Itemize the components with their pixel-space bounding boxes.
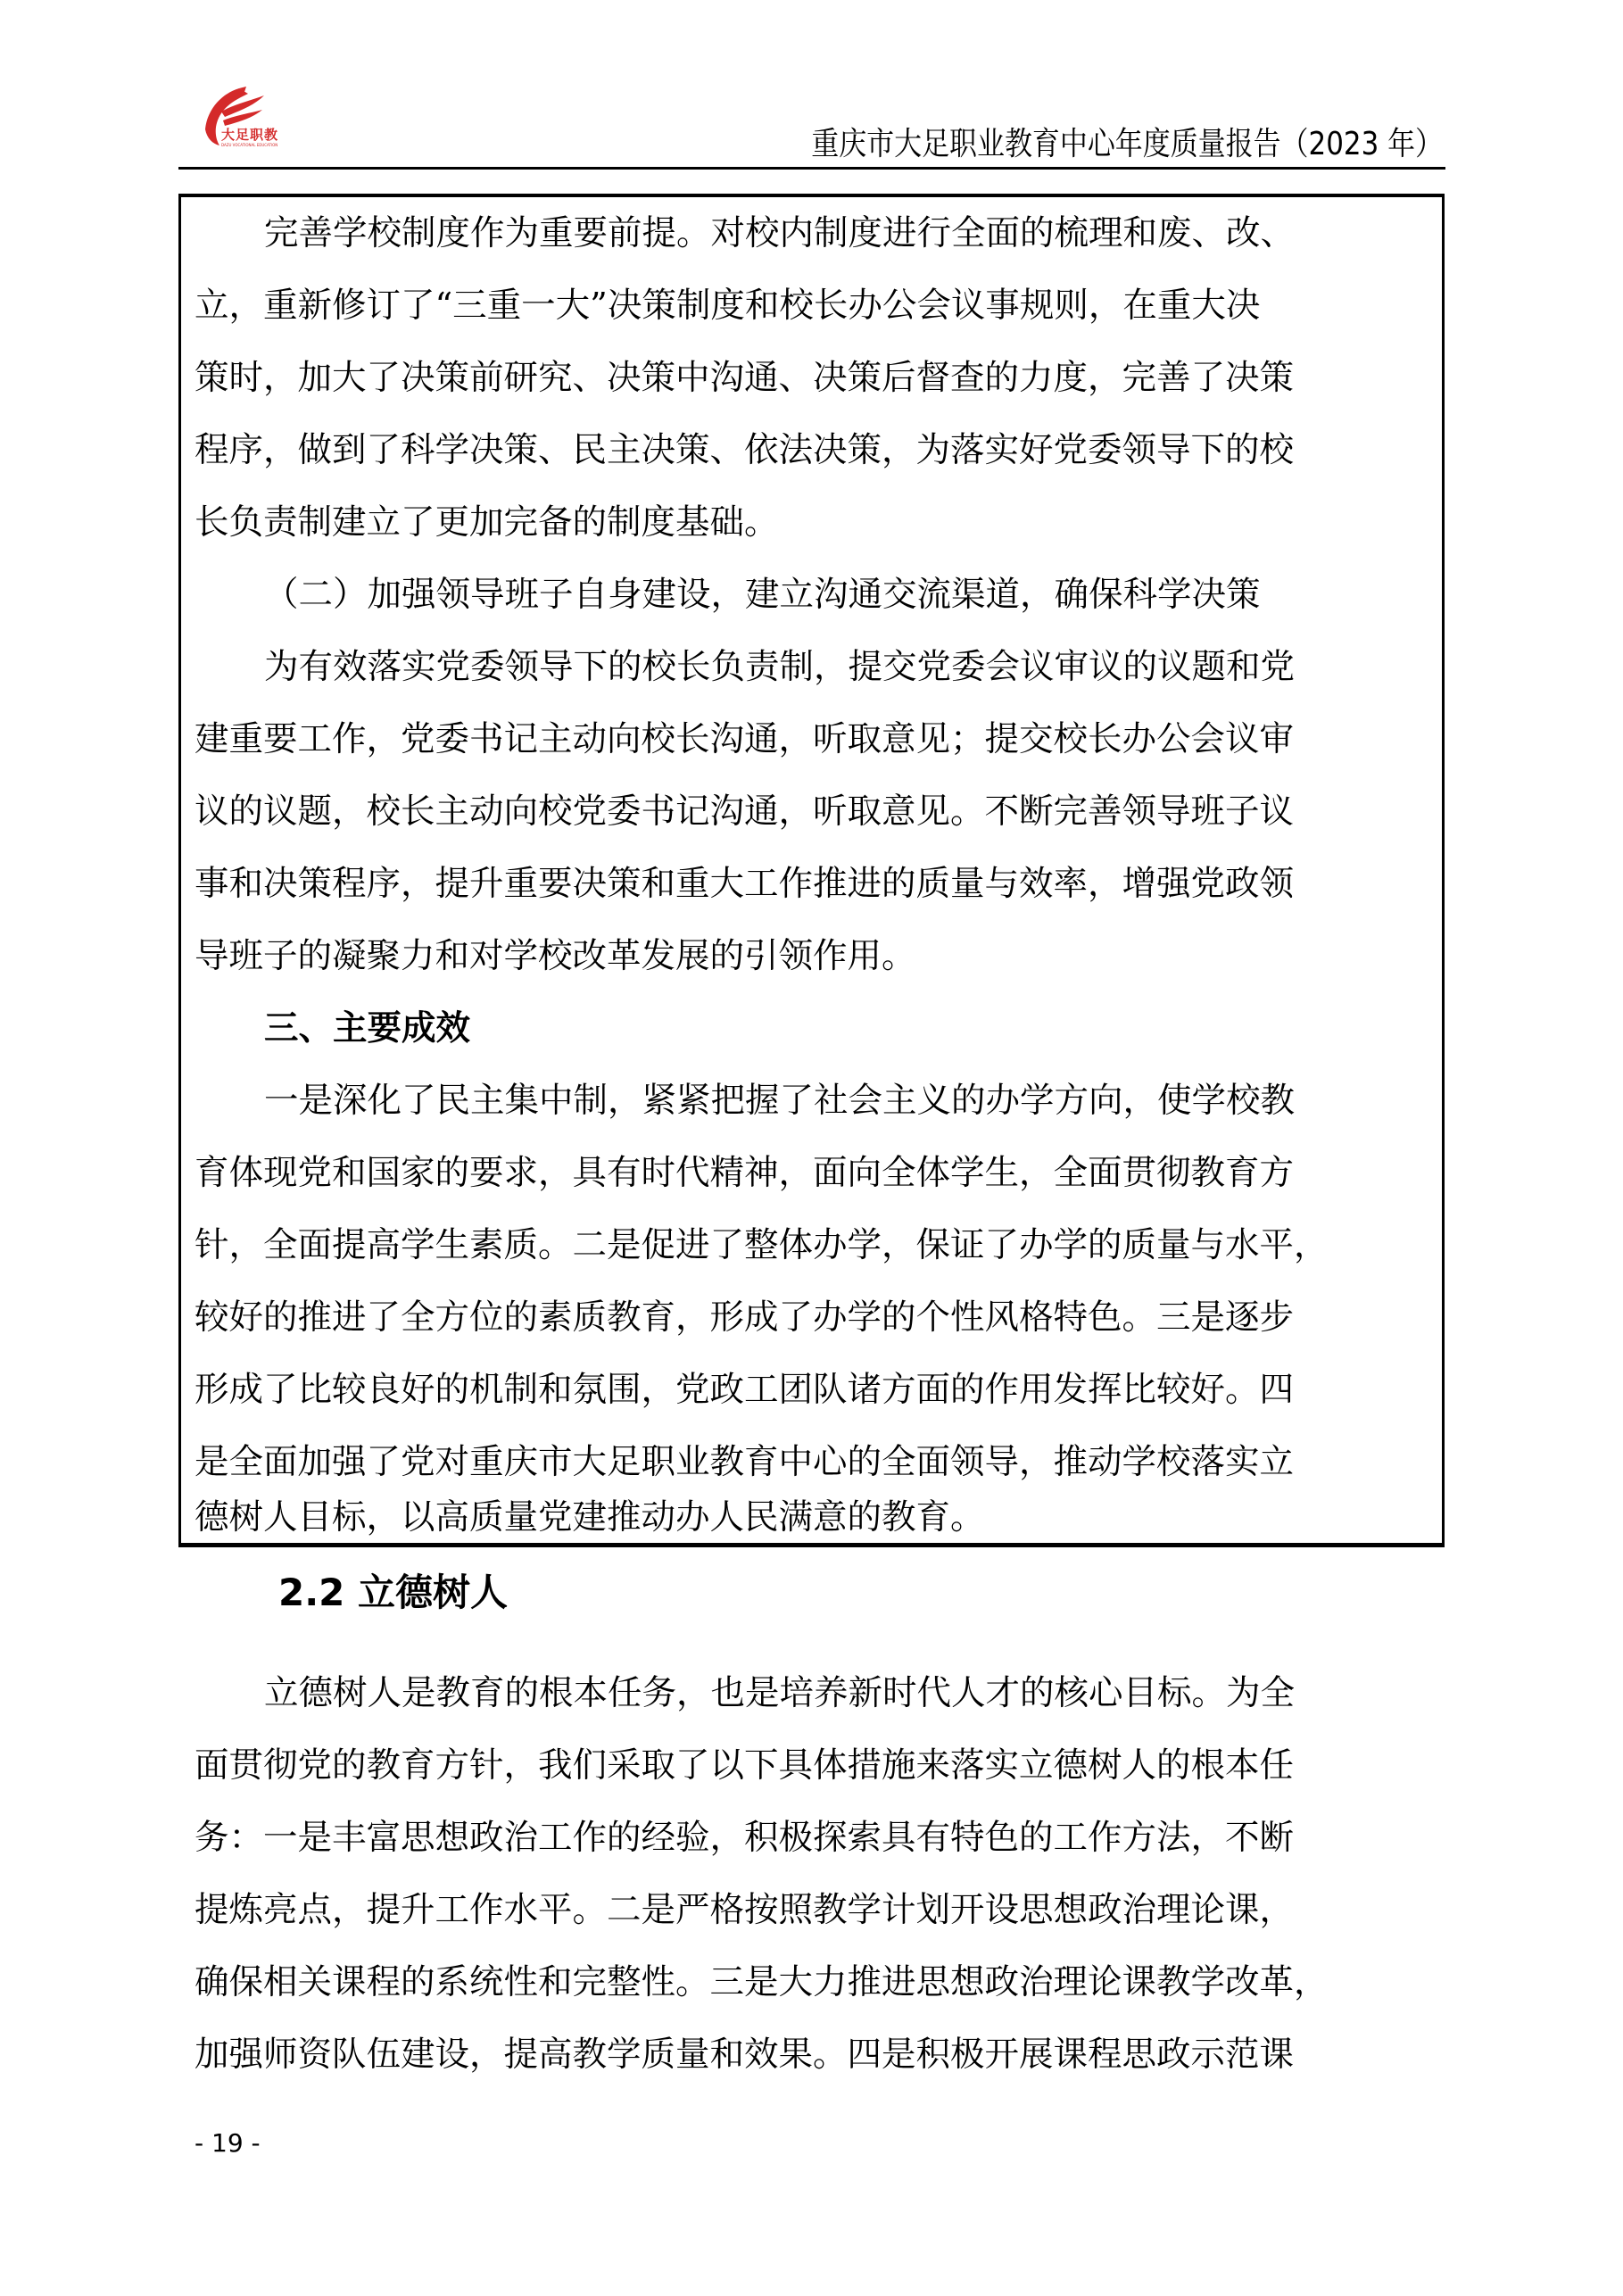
box-paragraph-line: 是全面加强了党对重庆市大足职业教育中心的全面领导，推动学校落实立: [195, 1442, 1295, 1482]
page-number: - 19 -: [195, 2128, 261, 2158]
box-paragraph-line: 议的议题，校长主动向校党委书记沟通，听取意见。不断完善领导班子议: [195, 792, 1295, 832]
body-paragraph-line: 面贯彻党的教育方针，我们采取了以下具体措施来落实立德树人的根本任: [195, 1745, 1295, 1786]
body-paragraph-line: 提炼亮点，提升工作水平。二是严格按照教学计划开设思想政治理论课，: [195, 1890, 1295, 1930]
logo-subtext: DAZU VOCATIONAL EDUCATION: [221, 143, 278, 147]
box-paragraph-line: 立，重新修订了“三重一大”决策制度和校长办公会议事规则，在重大决: [195, 286, 1261, 326]
box-section-heading: 三、主要成效: [264, 1008, 471, 1049]
logo-text: 大足职教: [221, 127, 279, 143]
box-subheading: （二）加强领导班子自身建设，建立沟通交流渠道，确保科学决策: [264, 575, 1261, 615]
header-divider: [178, 167, 1445, 170]
box-paragraph-line: 一是深化了民主集中制，紧紧把握了社会主义的办学方向，使学校教: [264, 1081, 1296, 1121]
box-paragraph-line: 长负责制建立了更加完备的制度基础。: [195, 502, 779, 543]
box-paragraph-line: 较好的推进了全方位的素质教育，形成了办学的个性风格特色。三是逐步: [195, 1297, 1295, 1338]
box-paragraph-line: 完善学校制度作为重要前提。对校内制度进行全面的梳理和废、改、: [264, 213, 1296, 253]
body-paragraph-line: 立德树人是教育的根本任务，也是培养新时代人才的核心目标。为全: [264, 1673, 1296, 1713]
box-paragraph-line: 为有效落实党委领导下的校长负责制，提交党委会议审议的议题和党: [264, 647, 1296, 687]
section-heading: 2.2 立德树人: [278, 1571, 509, 1614]
box-paragraph-line: 程序，做到了科学决策、民主决策、依法决策，为落实好党委领导下的校: [195, 430, 1295, 470]
body-paragraph-line: 加强师资队伍建设，提高教学质量和效果。四是积极开展课程思政示范课: [195, 2035, 1295, 2075]
box-paragraph-line: 针，全面提高学生素质。二是促进了整体办学，保证了办学的质量与水平，: [195, 1225, 1329, 1265]
school-logo: [195, 85, 293, 152]
box-paragraph-line: 形成了比较良好的机制和氛围，党政工团队诸方面的作用发挥比较好。四: [195, 1370, 1295, 1410]
box-paragraph-line: 导班子的凝聚力和对学校改革发展的引领作用。: [195, 936, 916, 976]
report-header-title: 重庆市大足职业教育中心年度质量报告（2023 年）: [811, 126, 1443, 162]
box-paragraph-line: 育体现党和国家的要求，具有时代精神，面向全体学生，全面贯彻教育方: [195, 1153, 1295, 1193]
box-paragraph-line: 德树人目标，以高质量党建推动办人民满意的教育。: [195, 1497, 985, 1538]
body-paragraph-line: 务：一是丰富思想政治工作的经验，积极探索具有特色的工作方法，不断: [195, 1818, 1295, 1858]
body-paragraph-line: 确保相关课程的系统性和完整性。三是大力推进思想政治理论课教学改革，: [195, 1962, 1329, 2002]
box-paragraph-line: 建重要工作，党委书记主动向校长沟通，听取意见；提交校长办公会议审: [195, 719, 1295, 759]
box-paragraph-line: 策时，加大了决策前研究、决策中沟通、决策后督查的力度，完善了决策: [195, 358, 1295, 398]
box-paragraph-line: 事和决策程序，提升重要决策和重大工作推进的质量与效率，增强党政领: [195, 864, 1295, 904]
